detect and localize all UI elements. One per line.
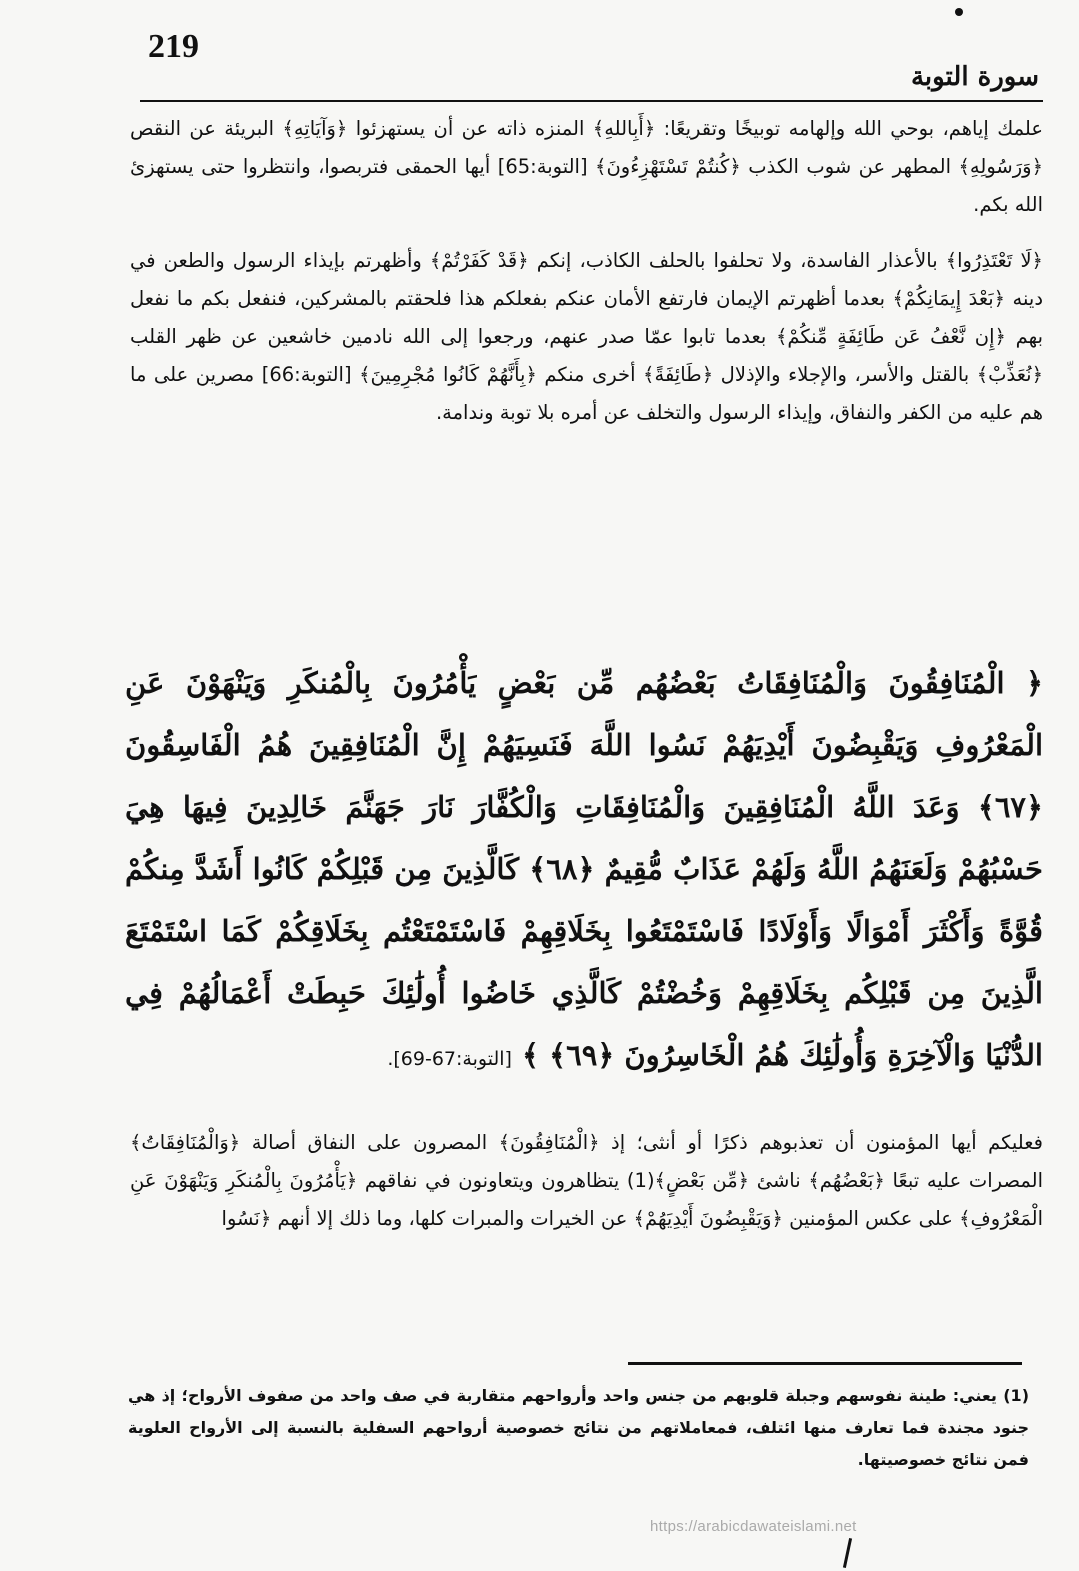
paragraph-2: ﴿لَا تَعْتَذِرُوا﴾ بالأعذار الفاسدة، ولا تحلفوا بالحلف الكاذب، إنكم ﴿قَدْ كَفَرْتُمْ﴾ وأظهرتم بإيذاء الرسول والطعن في دينه ﴿بَعْدَ إِيمَانِكُمْ﴾ بعدما أظهرتم الإيمان فارتفع الأمان عنكم بفعلكم هذا فلحقتم بالمشركين، فنفعل بكم ما نفعل بهم ﴿إِن نَّعْفُ عَن طَائِفَةٍ مِّنكُمْ﴾ بعدما تابوا عمّا صدر عنهم، ورجعوا إلى الله نادمين خاشعين عن ظهر القلب ﴿نُعَذِّبْ﴾ بالقتل والأسر، والإجلاء والإذلال ﴿طَائِفَةً﴾ أخرى منكم ﴿بِأَنَّهُمْ كَانُوا مُجْرِمِينَ﴾ [التوبة:66] مصرين على ما هم عليه من الكفر والنفاق، وإيذاء الرسول والتخلف عن أمره بلا توبة وندامة. (130, 249, 1043, 424)
commentary-text-top (130, 110, 1043, 450)
verses-citation: [التوبة:67-69]. (387, 1048, 512, 1070)
page-number: 219 (148, 28, 199, 65)
commentary-text-bottom (130, 1124, 1043, 1238)
paragraph-1: علمك إياهم، بوحي الله وإلهامه توبيخًا وتقريعًا: ﴿أَبِاللهِ﴾ المنزه ذاته عن أن يستهزئوا ﴿وَآيَاتِهِ﴾ البريئة عن النقص ﴿وَرَسُولِهِ﴾ المطهر عن شوب الكذب ﴿كُنتُمْ تَسْتَهْزِءُونَ﴾ [التوبة:65] أيها الحمقى فتربصوا، وانتظروا حتى يستهزئ الله بكم. (130, 117, 1043, 216)
watermark-url: https://arabicdawateislami.net (650, 1518, 857, 1535)
running-title: سورة التوبة (910, 62, 1039, 92)
pen-stroke-mark (843, 1538, 852, 1568)
quran-verses-block (125, 652, 1043, 1090)
footnote-rule (628, 1362, 1022, 1365)
footnote: (1) يعني: طينة نفوسهم وجبلة قلوبهم من جنس واحد وأرواحهم متقاربة في صف واحد من صفوف الأرواح؛ إذ هي جنود مجندة فما تعارف منها ائتلف، فمعاملاتهم من نتائج خصوصية أرواحهم السفلية بالنسبة إلى الأرواح العلوية فمن نتائج خصوصيتها. (128, 1386, 1029, 1469)
header-rule (140, 100, 1043, 102)
paragraph-3: فعليكم أيها المؤمنون أن تعذبوهم ذكرًا أو أنثى؛ إذ ﴿الْمُنَافِقُونَ﴾ المصرون على النفاق أصالة ﴿وَالْمُنَافِقَاتُ﴾ المصرات عليه تبعًا ﴿بَعْضُهُم﴾ ناشئ ﴿مِّن بَعْضٍ﴾(1) يتظاهرون ويتعاونون في نفاقهم ﴿يَأْمُرُونَ بِالْمُنكَرِ وَيَنْهَوْنَ عَنِ الْمَعْرُوفِ﴾ على عكس المؤمنين ﴿وَيَقْبِضُونَ أَيْدِيَهُمْ﴾ عن الخيرات والمبرات كلها، وما ذلك إلا أنهم ﴿نَسُوا (130, 1131, 1043, 1230)
verses-text: ﴿ الْمُنَافِقُونَ وَالْمُنَافِقَاتُ بَعْضُهُم مِّن بَعْضٍ يَأْمُرُونَ بِالْمُنكَرِ وَيَنْهَوْنَ عَنِ الْمَعْرُوفِ وَيَقْبِضُونَ أَيْدِيَهُمْ نَسُوا اللَّهَ فَنَسِيَهُمْ إِنَّ الْمُنَافِقِينَ هُمُ الْفَاسِقُونَ ﴿٦٧﴾ وَعَدَ اللَّهُ الْمُنَافِقِينَ وَالْمُنَافِقَاتِ وَالْكُفَّارَ نَارَ جَهَنَّمَ خَالِدِينَ فِيهَا هِيَ حَسْبُهُمْ وَلَعَنَهُمُ اللَّهُ وَلَهُمْ عَذَابٌ مُّقِيمٌ ﴿٦٨﴾ كَالَّذِينَ مِن قَبْلِكُمْ كَانُوا أَشَدَّ مِنكُمْ قُوَّةً وَأَكْثَرَ أَمْوَالًا وَأَوْلَادًا فَاسْتَمْتَعُوا بِخَلَاقِهِمْ فَاسْتَمْتَعْتُم بِخَلَاقِكُمْ كَمَا اسْتَمْتَعَ الَّذِينَ مِن قَبْلِكُم بِخَلَاقِهِمْ وَخُضْتُمْ كَالَّذِي خَاضُوا أُولَٰئِكَ حَبِطَتْ أَعْمَالُهُمْ فِي الدُّنْيَا وَالْآخِرَةِ وَأُولَٰئِكَ هُمُ الْخَاسِرُونَ ﴿٦٩﴾ ﴾ (125, 666, 1043, 1072)
scan-dot-mark (955, 8, 963, 16)
